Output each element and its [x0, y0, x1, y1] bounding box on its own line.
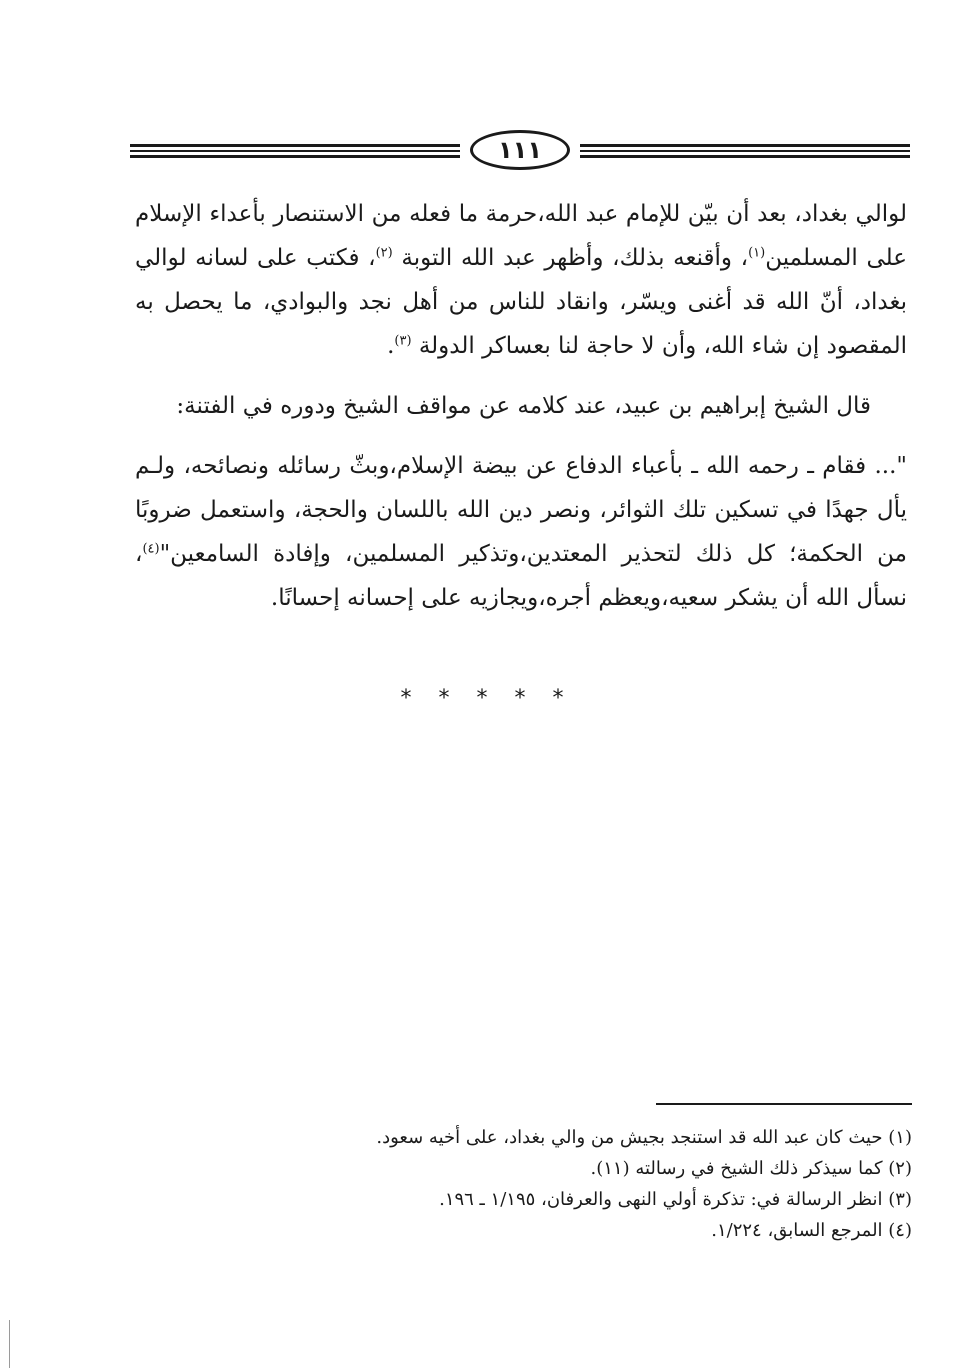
main-text — [135, 192, 907, 636]
paragraph-3: "... فقام ـ رحمه الله ـ بأعباء الدفاع عن بيضة الإسلام،وبثّ رسائله ونصائحه، ولـم يأل جهدًا في تسكين تلك الثوائر، ونصر دين الله باللسان والحجة، واستعمل ضروبًا من الحكمة؛ كل ذلك لتحذير المعتدين،وتذكير المسلمين، وإفادة السامعين"$^{(٤)}$، نسأل الله أن يشكر سعيه،ويعظم أجره،ويجازيه على إحسانه إحسانًا. — [135, 453, 907, 611]
page-number: ١١١ — [470, 130, 570, 170]
section-separator: * * * * * — [400, 686, 574, 711]
footnote-ref-2[interactable]: (٢) — [375, 245, 393, 261]
footnote-ref-4[interactable]: (٤) — [142, 541, 160, 557]
footnote-ref-3[interactable]: (٣) — [394, 333, 412, 349]
footnote-2: (٢) كما سيذكر ذلك الشيخ في رسالته (١١). — [590, 1158, 912, 1179]
paragraph-2: قال الشيخ إبراهيم بن عبيد، عند كلامه عن مواقف الشيخ ودوره في الفتنة: — [176, 393, 871, 419]
paragraph-1: لوالي بغداد، بعد أن بيّن للإمام عبد الله،حرمة ما فعله من الاستنصار بأعداء الإسلام على المسلمين$^{(١)}$، وأقنعه بذلك، وأظهر عبد الله التوبة $^{(٢)}$، فكتب على لسانه لوالي بغداد، أنّ الله قد أغنى ويسّر، وانقاد للناس من أهل نجد والبوادي، ما يحصل به المقصود إن شاء الله، وأن لا حاجة لنا بعساكر الدولة $^{(٣)}$. — [135, 201, 907, 359]
scan-margin-mark — [9, 1320, 10, 1368]
footnotes — [212, 1122, 912, 1246]
footnote-3: (٣) انظر الرسالة في: تذكرة أولي النهى والعرفان، ١/١٩٥ ـ ١٩٦. — [439, 1189, 912, 1210]
page-header — [130, 128, 910, 176]
footnote-ref-1[interactable]: (١) — [748, 245, 766, 261]
header-rule-right — [580, 142, 910, 162]
footnote-divider — [656, 1103, 912, 1105]
footnote-1: (١) حيث كان عبد الله قد استنجد بجيش من والي بغداد، على أخيه سعود. — [376, 1127, 912, 1148]
header-rule-left — [130, 142, 460, 162]
footnote-4: (٤) المرجع السابق، ١/٢٢٤. — [711, 1220, 912, 1241]
